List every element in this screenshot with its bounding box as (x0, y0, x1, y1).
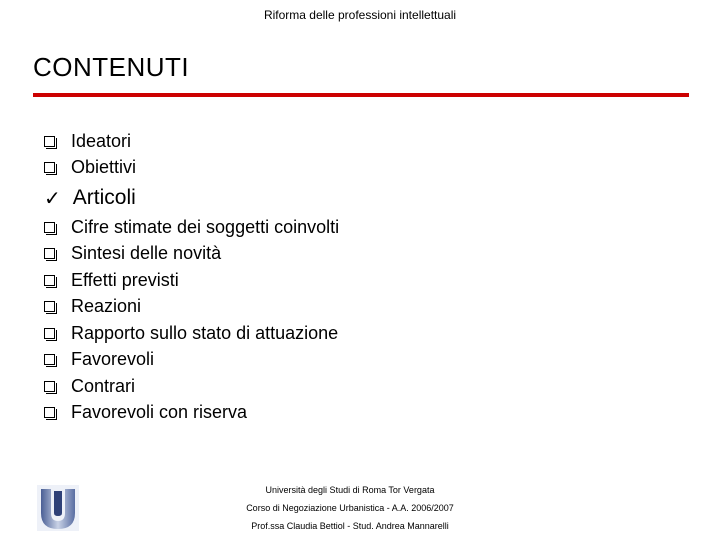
list-item-label: Cifre stimate dei soggetti coinvolti (71, 216, 340, 237)
top-item-list (44, 128, 136, 181)
list-item-label: Rapporto sullo stato di attuazione (71, 322, 339, 343)
checkbox-bullet-icon (44, 162, 55, 173)
list-item (44, 128, 136, 155)
slide-header: Riforma delle professioni intellettuali (263, 8, 457, 22)
footer-authors: Prof.ssa Claudia Bettiol - Stud. Andrea Mannarelli (251, 521, 449, 531)
list-item (44, 373, 339, 400)
list-item-label: Obiettivi (71, 157, 137, 178)
checkbox-bullet-icon (44, 222, 55, 233)
list-item-label: Contrari (71, 375, 136, 396)
checkbox-bullet-icon (44, 136, 55, 147)
list-item (44, 294, 339, 321)
list-item (44, 267, 339, 294)
list-item (44, 347, 339, 374)
list-item (44, 400, 339, 427)
footer-university: Università degli Studi di Roma Tor Vergata (265, 485, 435, 495)
checkbox-bullet-icon (44, 328, 55, 339)
list-item-label: Ideatori (71, 130, 132, 151)
title-divider (33, 93, 689, 97)
checkbox-bullet-icon (44, 381, 55, 392)
list-item-label: Favorevoli con riserva (71, 402, 248, 423)
checkbox-bullet-icon (44, 301, 55, 312)
checkmark-icon: ✓ (44, 186, 61, 210)
current-item (44, 186, 136, 210)
list-item (44, 214, 339, 241)
checkbox-bullet-icon (44, 275, 55, 286)
list-item-label: Sintesi delle novità (71, 243, 222, 264)
footer-course: Corso di Negoziazione Urbanistica - A.A. 2006/2007 (246, 503, 454, 513)
university-logo-icon (37, 485, 79, 536)
current-item-label: Articoli (72, 186, 136, 209)
checkbox-bullet-icon (44, 248, 55, 259)
list-item (44, 155, 136, 182)
bottom-item-list (44, 214, 339, 426)
list-item-label: Reazioni (71, 296, 142, 317)
list-item-label: Favorevoli (71, 349, 155, 370)
list-item (44, 320, 339, 347)
list-item-label: Effetti previsti (71, 269, 179, 290)
checkbox-bullet-icon (44, 407, 55, 418)
checkbox-bullet-icon (44, 354, 55, 365)
slide-title: CONTENUTI (33, 52, 190, 82)
list-item (44, 241, 339, 268)
